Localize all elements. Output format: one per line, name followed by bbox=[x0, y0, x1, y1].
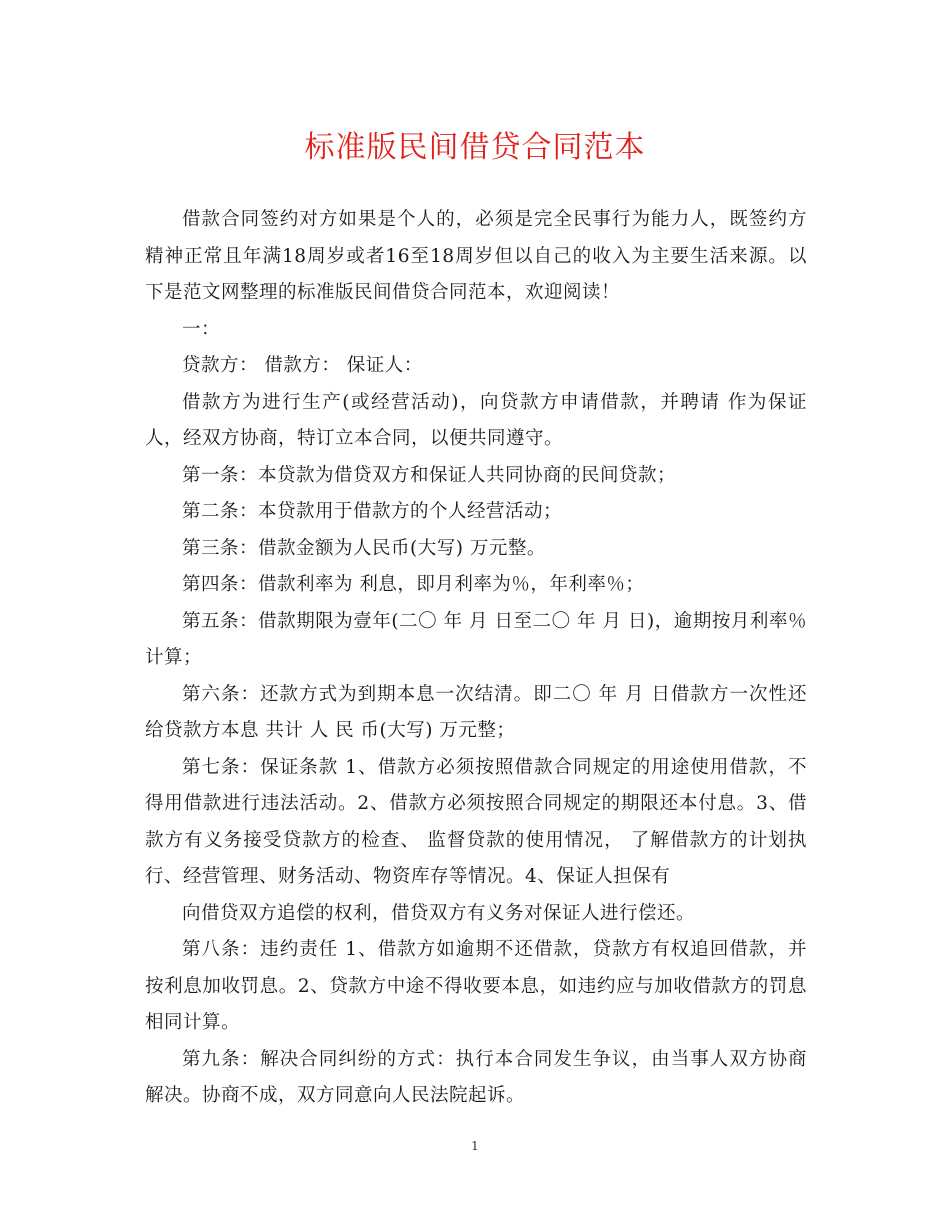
clause-3: 第三条：借款金额为人民币(大写) 万元整。 bbox=[182, 537, 546, 559]
paragraph-section-one: 一： bbox=[182, 318, 221, 340]
clause-8: 第八条：违约责任 1、借款方如逾期不还借款，贷款方有权追回借款，并按利息加收罚息。2、贷款方中途不得收要本息，如违约应与加收借款方的罚息相同计算。 bbox=[145, 939, 807, 1033]
clause-7-continued: 向借贷双方追偿的权利，借贷双方有义务对保证人进行偿还。 bbox=[182, 902, 696, 924]
clause-4: 第四条：借款利率为 利息，即月利率为％，年利率％； bbox=[182, 574, 645, 595]
clause-7: 第七条：保证条款 1、借款方必须按照借款合同规定的用途使用借款，不得用借款进行违法活动。2、借款方必须按照合同规定的期限还本付息。3、借款方有义务接受贷款方的检查、 监督贷款的使用情况， 了解借款方的计划执行、经营管理、财务活动、物资库存等情况。4、保证人担保有 bbox=[145, 756, 807, 887]
paragraph-intro: 借款合同签约对方如果是个人的，必须是完全民事行为能力人，既签约方精神正常且年满18周岁或者16至18周岁但以自己的收入为主要生活来源。以下是范文网整理的标准版民间借贷合同范本，欢迎阅读！ bbox=[145, 209, 807, 303]
clause-6: 第六条：还款方式为到期本息一次结清。即二〇 年 月 日借款方一次性还给贷款方本息 共计 人 民 币(大写) 万元整； bbox=[145, 683, 807, 741]
page-number: 1 bbox=[471, 1139, 479, 1153]
paragraph-preamble: 借款方为进行生产(或经营活动)，向贷款方申请借款，并聘请 作为保证人，经双方协商，特订立本合同，以便共同遵守。 bbox=[145, 391, 807, 449]
clause-5: 第五条：借款期限为壹年(二〇 年 月 日至二〇 年 月 日)，逾期按月利率％计算； bbox=[145, 610, 807, 668]
clause-9: 第九条：解决合同纠纷的方式：执行本合同发生争议，由当事人双方协商解决。协商不成，双方同意向人民法院起诉。 bbox=[145, 1048, 807, 1106]
document-body bbox=[145, 202, 807, 1115]
clause-2: 第二条：本贷款用于借款方的个人经营活动； bbox=[182, 501, 563, 522]
document-title: 标准版民间借贷合同范本 bbox=[304, 130, 646, 165]
clause-1: 第一条：本贷款为借贷双方和保证人共同协商的民间贷款； bbox=[182, 464, 677, 486]
paragraph-parties: 贷款方： 借款方： 保证人： bbox=[182, 355, 423, 376]
